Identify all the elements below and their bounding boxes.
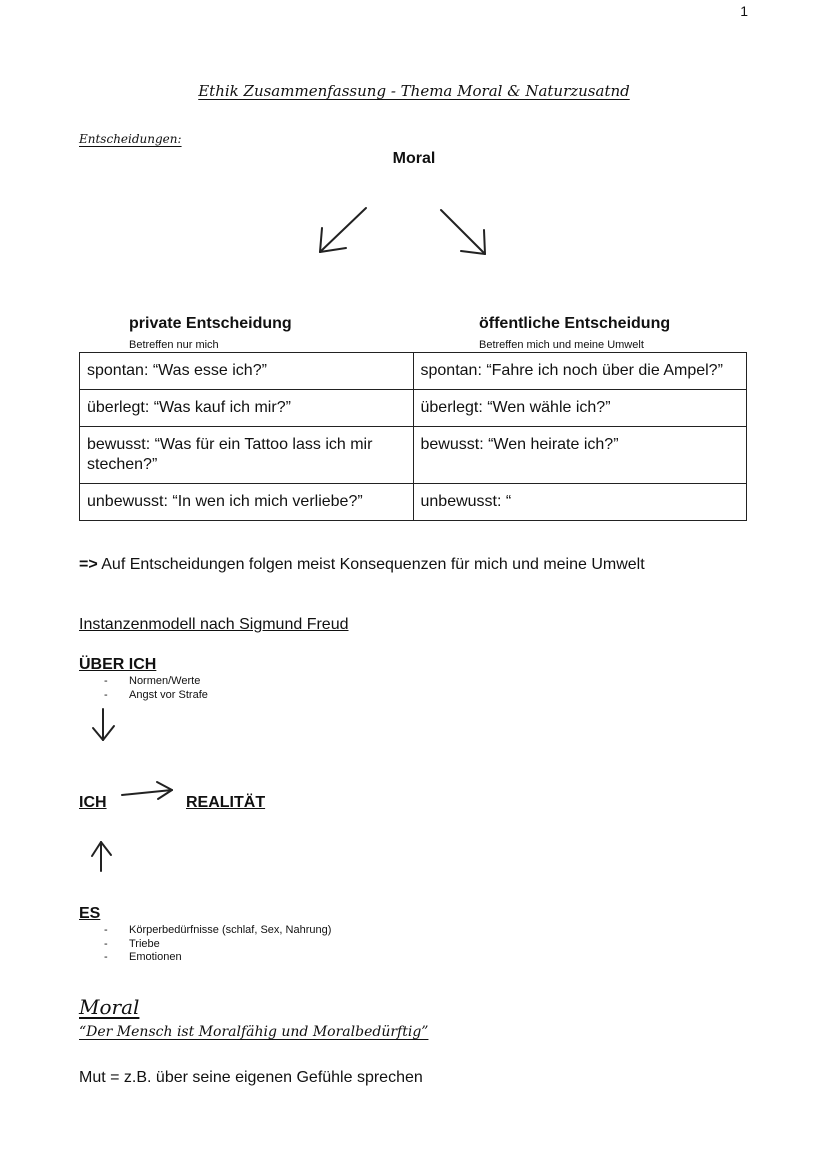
conclusion [79, 556, 645, 574]
table-cell: bewusst: “Was für ein Tattoo lass ich mir stechen?” [80, 427, 414, 484]
table-row [80, 390, 747, 427]
table-cell: unbewusst: “In wen ich mich verliebe?” [80, 484, 414, 521]
public-subheading: Betreffen mich und meine Umwelt [479, 339, 644, 351]
moral-heading: Moral [79, 995, 140, 1019]
table-cell: spontan: “Was esse ich?” [80, 353, 414, 390]
arrow-down-left-icon [320, 208, 366, 252]
ueber-ich-list [104, 675, 208, 702]
table-row [80, 484, 747, 521]
table-row [80, 427, 747, 484]
section-label-entscheidungen: Entscheidungen: [79, 132, 182, 146]
realitaet-label: REALITÄT [186, 794, 266, 811]
table-cell: überlegt: “Wen wähle ich?” [413, 390, 747, 427]
mut-definition: Mut = z.B. über seine eigenen Gefühle sprechen [79, 1069, 423, 1086]
page-number: 1 [740, 3, 748, 19]
table-cell: spontan: “Fahre ich noch über die Ampel?” [413, 353, 747, 390]
list-item: - Normen/Werte [104, 675, 208, 689]
list-item: - Triebe [104, 938, 331, 952]
table-cell: unbewusst: “ [413, 484, 747, 521]
ueber-ich-label: ÜBER ICH [79, 656, 157, 673]
moral-label: Moral [392, 150, 436, 167]
list-item: - Körperbedürfnisse (schlaf, Sex, Nahrung) [104, 924, 331, 938]
ich-label: ICH [79, 794, 107, 811]
private-subheading: Betreffen nur mich [129, 339, 219, 351]
arrow-up-icon [92, 842, 111, 871]
es-label: ES [79, 905, 101, 922]
decisions-table [79, 352, 747, 521]
arrow-right-icon [122, 782, 172, 799]
list-item: - Emotionen [104, 951, 331, 965]
conclusion-arrow: => [79, 556, 98, 573]
table-row [80, 353, 747, 390]
list-item: - Angst vor Strafe [104, 689, 208, 703]
arrow-down-right-icon [441, 210, 485, 254]
public-heading: öffentliche Entscheidung [479, 315, 671, 332]
moral-quote: “Der Mensch ist Moralfähig und Moralbedürftig” [79, 1024, 429, 1040]
private-heading: private Entscheidung [129, 315, 292, 332]
es-list [104, 924, 331, 965]
conclusion-text: Auf Entscheidungen folgen meist Konsequenzen für mich und meine Umwelt [101, 556, 645, 573]
table-cell: bewusst: “Wen heirate ich?” [413, 427, 747, 484]
arrow-down-icon [93, 709, 114, 740]
table-cell: überlegt: “Was kauf ich mir?” [80, 390, 414, 427]
document-title: Ethik Zusammenfassung - Thema Moral & Naturzusatnd [198, 82, 630, 100]
freud-model-title: Instanzenmodell nach Sigmund Freud [79, 616, 349, 633]
